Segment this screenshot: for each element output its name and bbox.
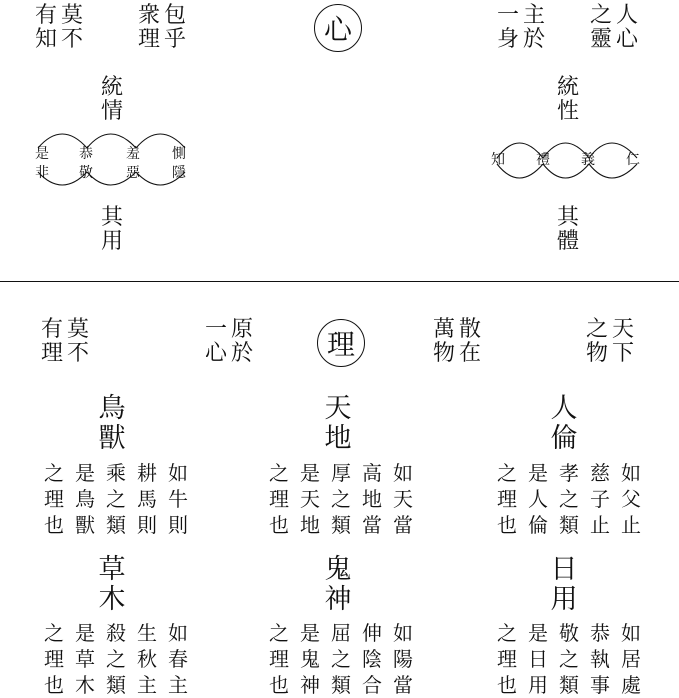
left-item-1-b: 非 (35, 165, 49, 181)
group-2-col-2-char-3: 當 (362, 513, 382, 537)
group-2-col-1-char-1: 如 (393, 461, 413, 485)
group-5-col-1-char-1: 如 (393, 621, 413, 645)
group-3-col-2-char-1: 慈 (590, 461, 610, 485)
left-lower-arc-3 (136, 172, 185, 185)
group-3-title-char-2: 倫 (550, 423, 578, 454)
left-item-2-b: 敬 (79, 165, 93, 181)
group-6-col-1-char-1: 如 (621, 621, 641, 645)
group-3-col-1-char-2: 父 (621, 487, 641, 511)
group-6-title-char-1: 日 (550, 554, 578, 585)
group-4-col-2-char-3: 主 (137, 673, 157, 697)
group-5-col-5-char-2: 理 (269, 647, 289, 671)
group-6-col-4-char-3: 用 (528, 673, 548, 697)
top-right-phrase-1-col-a: 主 於 (522, 3, 545, 52)
bottom-phrase-2-col-b: 一 心 (204, 317, 227, 366)
right-item-3: 義 (581, 152, 595, 168)
group-2-col-4-char-1: 是 (300, 461, 320, 485)
group-5-col-1-char-3: 當 (393, 673, 413, 697)
group-1-col-5-char-3: 也 (44, 513, 64, 537)
heart-circle: 心 (314, 4, 362, 52)
group-4-col-1-char-2: 春 (168, 647, 188, 671)
group-1-col-2-char-2: 馬 (137, 487, 157, 511)
right-upper-arc-2 (543, 143, 589, 158)
group-6-col-3-char-1: 敬 (559, 621, 579, 645)
group-4-col-4-char-1: 是 (75, 621, 95, 645)
group-3-col-5-char-3: 也 (497, 513, 517, 537)
group-4-title-char-2: 木 (98, 584, 126, 615)
group-3-col-2-char-3: 止 (590, 513, 610, 537)
group-1-col-2-char-3: 則 (137, 513, 157, 537)
left-item-3-a: 羞 (126, 146, 140, 162)
group-4-col-2-char-1: 生 (137, 621, 157, 645)
group-4-col-3-char-2: 之 (106, 647, 126, 671)
group-1-title-char-1: 鳥 (98, 393, 126, 424)
group-1-col-4-char-2: 鳥 (75, 487, 95, 511)
group-4-col-3-char-3: 類 (106, 673, 126, 697)
group-4-col-5-char-2: 理 (44, 647, 64, 671)
group-3-title-char-1: 人 (550, 393, 578, 424)
right-lower-arc-3 (589, 164, 637, 178)
group-2-title-char-2: 地 (324, 423, 352, 454)
connector-arcs (0, 0, 679, 281)
group-4-col-4-char-2: 草 (75, 647, 95, 671)
group-6-col-5-char-3: 也 (497, 673, 517, 697)
group-3-col-4-char-3: 倫 (528, 513, 548, 537)
right-group-head-2: 性 (556, 99, 579, 124)
group-1-title-char-2: 獸 (98, 423, 126, 454)
group-2-col-1-char-3: 當 (393, 513, 413, 537)
group-2-col-3-char-1: 厚 (331, 461, 351, 485)
right-lower-arc-2 (543, 164, 589, 178)
group-3-col-3-char-2: 之 (559, 487, 579, 511)
left-item-2-a: 恭 (79, 146, 93, 162)
group-2-col-5-char-3: 也 (269, 513, 289, 537)
bottom-phrase-1-col-b: 有 理 (40, 317, 63, 366)
right-upper-arc-3 (589, 143, 637, 158)
group-1-col-4-char-3: 獸 (75, 513, 95, 537)
group-5-col-3-char-3: 類 (331, 673, 351, 697)
group-1-col-1-char-3: 則 (168, 513, 188, 537)
group-6-col-1-char-3: 處 (621, 673, 641, 697)
group-2-col-5-char-1: 之 (269, 461, 289, 485)
group-1-col-3-char-2: 之 (106, 487, 126, 511)
group-6-col-3-char-2: 之 (559, 647, 579, 671)
group-2-col-1-char-2: 天 (393, 487, 413, 511)
group-2-col-4-char-3: 地 (300, 513, 320, 537)
left-item-4-a: 惻 (172, 146, 186, 162)
group-4-col-1-char-3: 主 (168, 673, 188, 697)
left-upper-arc-3 (136, 134, 185, 148)
group-4-col-2-char-2: 秋 (137, 647, 157, 671)
group-2-col-3-char-3: 類 (331, 513, 351, 537)
right-item-2: 禮 (536, 152, 550, 168)
group-5-title-char-1: 鬼 (324, 554, 352, 585)
group-5-col-2-char-2: 陰 (362, 647, 382, 671)
top-left-phrase-1-col-a: 莫 不 (60, 3, 83, 52)
group-6-col-3-char-3: 類 (559, 673, 579, 697)
right-item-4: 仁 (626, 152, 640, 168)
group-5-col-5-char-3: 也 (269, 673, 289, 697)
group-5-title-char-2: 神 (324, 584, 352, 615)
left-item-4-b: 隱 (172, 165, 186, 181)
group-4-col-5-char-1: 之 (44, 621, 64, 645)
group-5-col-2-char-3: 合 (362, 673, 382, 697)
group-6-col-2-char-1: 恭 (590, 621, 610, 645)
group-1-col-2-char-1: 耕 (137, 461, 157, 485)
group-1-col-5-char-1: 之 (44, 461, 64, 485)
group-4-col-5-char-3: 也 (44, 673, 64, 697)
group-3-col-2-char-2: 子 (590, 487, 610, 511)
bottom-phrase-4-col-b: 之 物 (585, 317, 608, 366)
group-5-col-4-char-3: 神 (300, 673, 320, 697)
group-6-col-5-char-1: 之 (497, 621, 517, 645)
group-4-title-char-1: 草 (98, 554, 126, 585)
group-6-col-2-char-2: 執 (590, 647, 610, 671)
left-lower-arc-1 (38, 172, 87, 185)
group-5-col-3-char-2: 之 (331, 647, 351, 671)
group-3-col-1-char-1: 如 (621, 461, 641, 485)
group-5-col-4-char-1: 是 (300, 621, 320, 645)
group-6-col-1-char-2: 居 (621, 647, 641, 671)
group-3-col-5-char-2: 理 (497, 487, 517, 511)
group-1-col-4-char-1: 是 (75, 461, 95, 485)
top-right-phrase-2-col-a: 人 心 (615, 3, 638, 52)
right-upper-arc-1 (497, 143, 543, 158)
group-2-col-2-char-1: 高 (362, 461, 382, 485)
right-group-head-1: 統 (556, 75, 579, 100)
group-6-title-char-2: 用 (550, 584, 578, 615)
right-item-1: 知 (491, 152, 505, 168)
left-upper-arc-2 (87, 134, 136, 148)
principle-circle: 理 (317, 319, 365, 367)
top-right-phrase-1-col-b: 一 身 (496, 3, 519, 52)
left-lower-arc-2 (87, 172, 136, 185)
group-4-col-1-char-1: 如 (168, 621, 188, 645)
group-2-col-5-char-2: 理 (269, 487, 289, 511)
group-6-col-4-char-1: 是 (528, 621, 548, 645)
left-upper-arc-1 (38, 134, 87, 148)
bottom-phrase-1-col-a: 莫 不 (66, 317, 89, 366)
group-6-col-5-char-2: 理 (497, 647, 517, 671)
left-item-3-b: 惡 (126, 165, 140, 181)
group-2-col-3-char-2: 之 (331, 487, 351, 511)
group-1-col-5-char-2: 理 (44, 487, 64, 511)
bottom-phrase-4-col-a: 天 下 (611, 317, 634, 366)
left-group-head-2: 情 (100, 99, 123, 124)
group-3-col-3-char-3: 類 (559, 513, 579, 537)
group-6-col-4-char-2: 日 (528, 647, 548, 671)
group-5-col-4-char-2: 鬼 (300, 647, 320, 671)
group-4-col-4-char-3: 木 (75, 673, 95, 697)
group-6-col-2-char-3: 事 (590, 673, 610, 697)
group-2-col-2-char-2: 地 (362, 487, 382, 511)
bottom-phrase-2-col-a: 原 於 (230, 317, 253, 366)
section-divider (0, 281, 679, 282)
group-1-col-1-char-1: 如 (168, 461, 188, 485)
group-5-col-1-char-2: 陽 (393, 647, 413, 671)
group-3-col-5-char-1: 之 (497, 461, 517, 485)
left-item-1-a: 是 (35, 146, 49, 162)
top-left-phrase-2-col-b: 衆 理 (137, 3, 160, 52)
right-lower-arc-1 (497, 164, 543, 178)
group-2-col-4-char-2: 天 (300, 487, 320, 511)
group-1-col-3-char-1: 乘 (106, 461, 126, 485)
right-group-foot-1: 其 (556, 205, 579, 230)
bottom-phrase-3-col-b: 萬 物 (432, 317, 455, 366)
left-group-foot-1: 其 (100, 205, 123, 230)
group-1-col-1-char-2: 牛 (168, 487, 188, 511)
group-5-col-5-char-1: 之 (269, 621, 289, 645)
top-left-phrase-2-col-a: 包 乎 (163, 3, 186, 52)
group-2-title-char-1: 天 (324, 393, 352, 424)
bottom-phrase-3-col-a: 散 在 (458, 317, 481, 366)
group-3-col-4-char-2: 人 (528, 487, 548, 511)
group-5-col-3-char-1: 屈 (331, 621, 351, 645)
left-group-head-1: 統 (100, 75, 123, 100)
group-3-col-1-char-3: 止 (621, 513, 641, 537)
top-left-phrase-1-col-b: 有 知 (34, 3, 57, 52)
group-5-col-2-char-1: 伸 (362, 621, 382, 645)
right-group-foot-2: 體 (556, 229, 579, 254)
top-right-phrase-2-col-b: 之 靈 (589, 3, 612, 52)
group-4-col-3-char-1: 殺 (106, 621, 126, 645)
left-group-foot-2: 用 (100, 229, 123, 254)
group-1-col-3-char-3: 類 (106, 513, 126, 537)
group-3-col-3-char-1: 孝 (559, 461, 579, 485)
group-3-col-4-char-1: 是 (528, 461, 548, 485)
